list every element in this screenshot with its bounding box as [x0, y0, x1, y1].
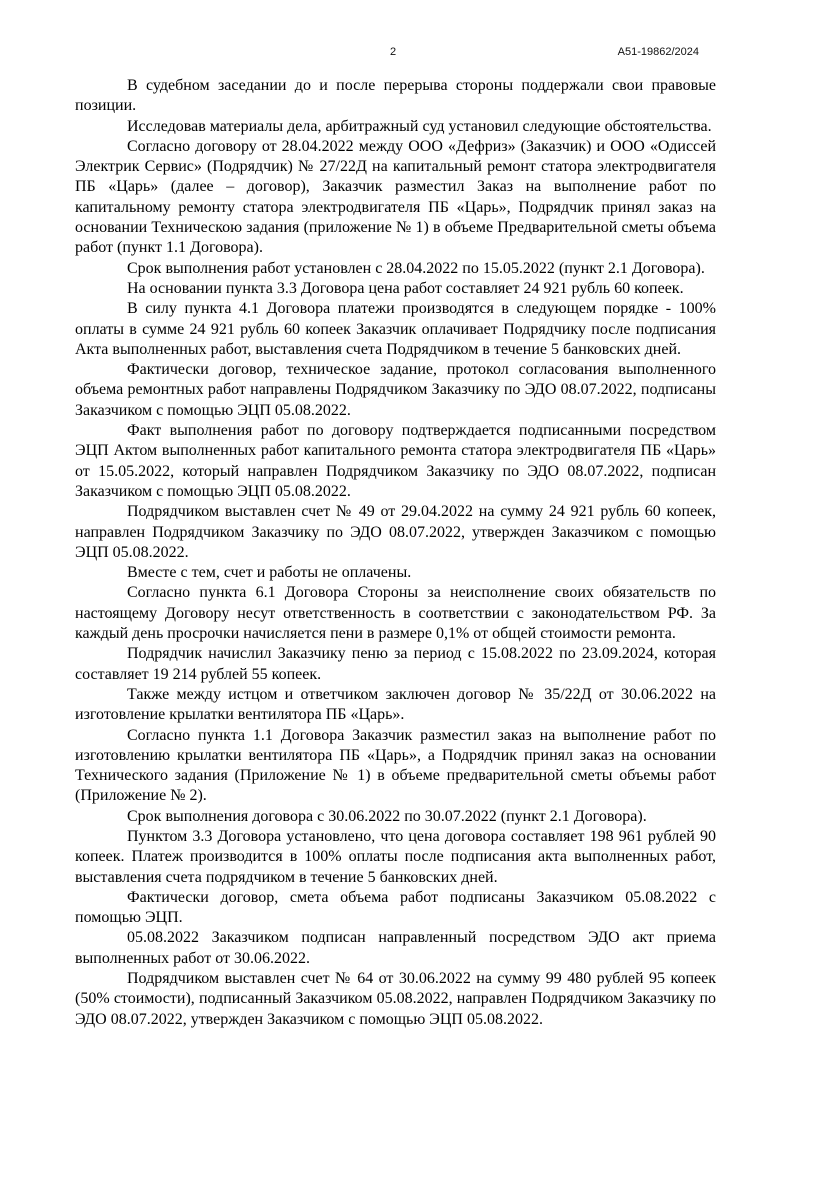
paragraph-8: Факт выполнения работ по договору подтверждается подписанными посредством ЭЦП Актом выполненных работ капитального ремонта статора электродвигателя ПБ «Царь» от 15.05.2022, который направлен Подрядчиком Заказчику по ЭДО 08.07.2022, подписан Заказчиком с помощью ЭЦП 05.08.2022. — [75, 422, 716, 500]
paragraph-6: В силу пункта 4.1 Договора платежи производятся в следующем порядке - 100% оплаты в сумме 24 921 рубль 60 копеек Заказчик оплачивает Подрядчику после подписания Акта выполненных работ, выставления счета Подрядчиком в течение 5 банковских дней. — [75, 300, 716, 358]
paragraph-19: Подрядчиком выставлен счет № 64 от 30.06.2022 на сумму 99 480 рублей 95 копеек (50% стоимости), подписанный Заказчиком 05.08.2022, направлен Подрядчиком Заказчику по ЭДО 08.07.2022, утвержден Заказчиком с помощью ЭЦП 05.08.2022. — [75, 970, 716, 1028]
paragraph-14: Согласно пункта 1.1 Договора Заказчик разместил заказ на выполнение работ по изготовлению крылатки вентилятора ПБ «Царь», а Подрядчик принял заказ на основании Технического задания (Приложение № 1) в объеме предварительной сметы объемы работ (Приложение № 2). — [75, 726, 716, 805]
paragraph-9: Подрядчиком выставлен счет № 49 от 29.04.2022 на сумму 24 921 рубль 60 копеек, направлен Подрядчиком Заказчику по ЭДО 08.07.2022, утвержден Заказчиком с помощью ЭЦП 05.08.2022. — [75, 503, 716, 561]
paragraph-3: Согласно договору от 28.04.2022 между ООО «Дефриз» (Заказчик) и ООО «Одиссей Электрик Сервис» (Подрядчик) № 27/22Д на капитальный ремонт статора электродвигателя ПБ «Царь» (далее – договор), Заказчик разместил Заказ на выполнение работ по капитальному ремонту статора электродвигателя ПБ «Царь», Подрядчик принял заказ на основании Техническою задания (приложение № 1) в объеме Предварительной сметы объема работ (пункт 1.1 Договора). — [75, 137, 716, 257]
case-number: А51-19862/2024 — [617, 46, 699, 58]
paragraph-16: Пунктом 3.3 Договора установлено, что цена договора составляет 198 961 рублей 90 копеек. Платеж производится в 100% оплаты после подписания акта выполненных работ, выставления счета подрядчиком в течение 5 банковских дней. — [75, 827, 716, 886]
paragraph-17: Фактически договор, смета объема работ подписаны Заказчиком 05.08.2022 с помощью ЭЦП. — [75, 888, 716, 927]
paragraph-1: В судебном заседании до и после перерыва стороны поддержали свои правовые позиции. — [75, 77, 716, 115]
paragraph-18: 05.08.2022 Заказчиком подписан направленный посредством ЭДО акт приема выполненных работ от 30.06.2022. — [75, 929, 716, 967]
paragraph-5: На основании пункта 3.3 Договора цена работ составляет 24 921 рубль 60 копеек. — [127, 279, 684, 297]
paragraph-12: Подрядчик начислил Заказчику пеню за период с 15.08.2022 по 23.09.2024, которая составляет 19 214 рублей 55 копеек. — [75, 645, 716, 683]
paragraph-13: Также между истцом и ответчиком заключен договор № 35/22Д от 30.06.2022 на изготовление крылатки вентилятора ПБ «Царь». — [75, 685, 716, 724]
paragraph-2: Исследовав материалы дела, арбитражный суд установил следующие обстоятельства. — [127, 117, 712, 135]
document-body — [75, 76, 716, 1030]
paragraph-4: Срок выполнения работ установлен с 28.04.2022 по 15.05.2022 (пункт 2.1 Договора). — [127, 259, 705, 277]
page-number: 2 — [390, 46, 397, 58]
paragraph-11: Согласно пункта 6.1 Договора Стороны за неисполнение своих обязательств по настоящему Договору несут ответственность в соответствии с законодательством РФ. За каждый день просрочки начисляется пени в размере 0,1% от общей стоимости ремонта. — [75, 584, 716, 643]
paragraph-15: Срок выполнения договора с 30.06.2022 по 30.07.2022 (пункт 2.1 Договора). — [127, 807, 647, 825]
paragraph-7: Фактически договор, техническое задание, протокол согласования выполненного объема ремонтных работ направлены Подрядчиком Заказчику по ЭДО 08.07.2022, подписаны Заказчиком с помощью ЭЦП 05.08.2022. — [75, 361, 716, 419]
paragraph-10: Вместе с тем, счет и работы не оплачены. — [127, 564, 412, 582]
